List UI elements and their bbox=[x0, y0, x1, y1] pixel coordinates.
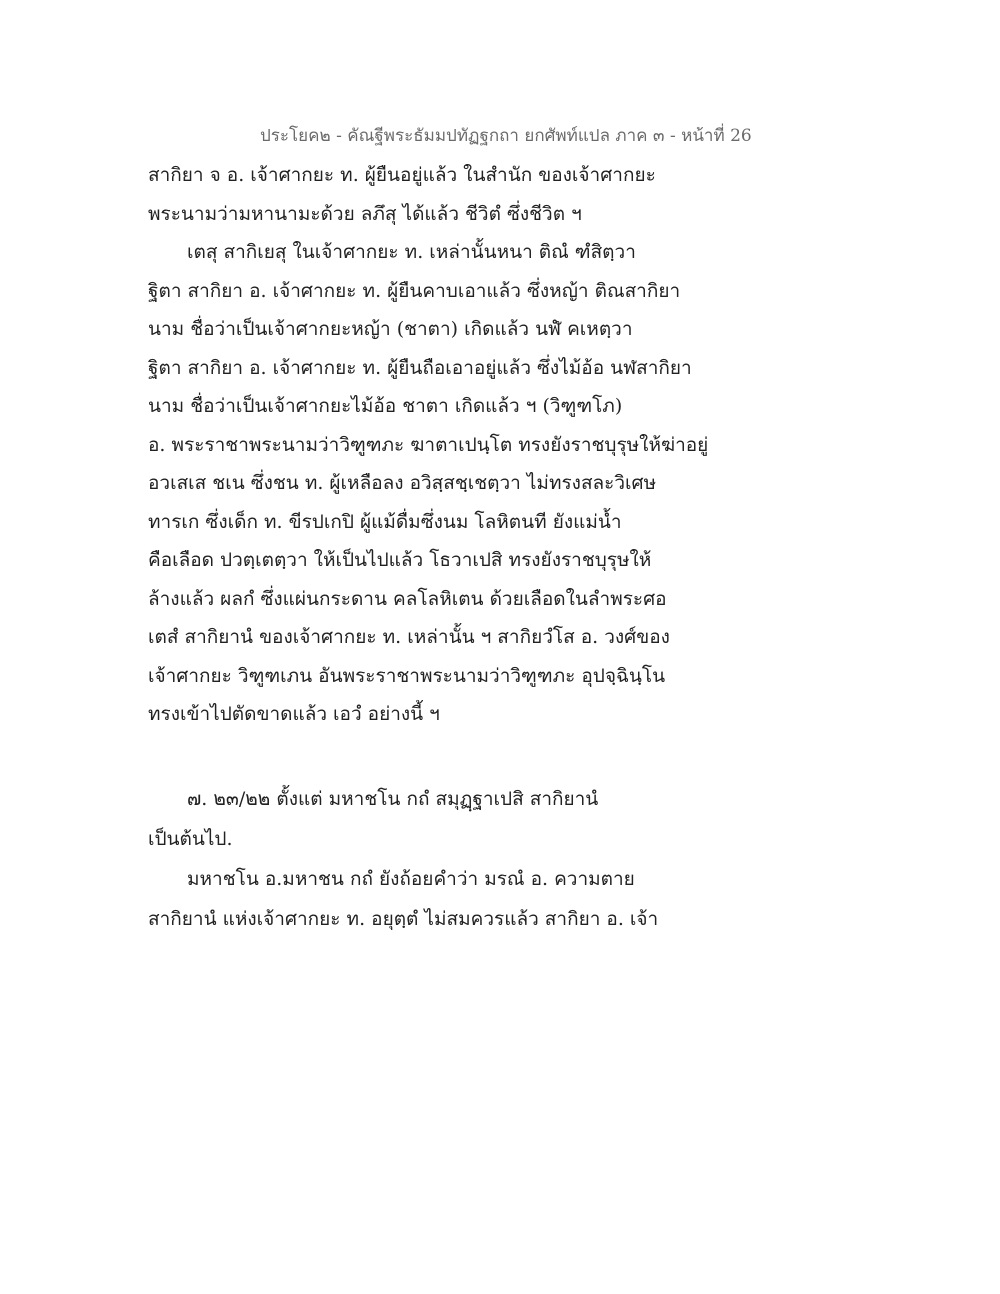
text-line: อวเสเส ชเน ซึ่งชน ท. ผู้เหลือลง อวิสฺสชฺเชตฺวา ไม่ทรงสละวิเศษ bbox=[148, 472, 657, 494]
running-header: ประโยค๒ - คัณฐีพระธัมมปทัฏฐกถา ยกศัพท์แปล ภาค ๓ - หน้าที่ 26 bbox=[260, 126, 752, 146]
text-line: ล้างแล้ว ผลกํ ซึ่งแผ่นกระดาน คลโลหิเตน ด้วยเลือดในลำพระศอ bbox=[148, 587, 667, 610]
text-line: นาม ชื่อว่าเป็นเจ้าศากยะไม้อ้อ ชาตา เกิดแล้ว ฯ (วิฑูฑโภ) bbox=[148, 395, 623, 417]
text-line: ทารเก ซึ่งเด็ก ท. ขีรปเกปิ ผู้แม้ดื่มซึ่งนม โลหิตนที ยังแม่น้ำ bbox=[148, 510, 622, 533]
section-heading: ๗. ๒๓/๒๒ ตั้งแต่ มหาชโน กถํ สมุฏฺฐาเปสิ สากิยานํ bbox=[187, 787, 599, 810]
text-line: คือเลือด ปวตฺเตตฺวา ให้เป็นไปแล้ว โธวาเปสิ ทรงยังราชบุรุษให้ bbox=[148, 549, 652, 571]
text-line: นาม ชื่อว่าเป็นเจ้าศากยะหญ้า (ชาตา) เกิดแล้ว นฬํ คเหตฺวา bbox=[148, 318, 633, 340]
body-text bbox=[148, 156, 768, 939]
text-line: เตสํ สากิยานํ ของเจ้าศากยะ ท. เหล่านั้น ฯ สากิยวํโส อ. วงศ์ของ bbox=[148, 626, 670, 648]
text-line: ฐิตา สากิยา อ. เจ้าศากยะ ท. ผู้ยืนคาบเอาแล้ว ซึ่งหญ้า ติณสากิยา bbox=[148, 279, 681, 302]
text-line: เจ้าศากยะ วิฑูฑเภน อันพระราชาพระนามว่าวิฑูฑภะ อุปจฺฉินฺโน bbox=[148, 664, 666, 687]
paragraph-gap bbox=[148, 734, 768, 779]
text-line: พระนามว่ามหานามะด้วย ลภึสุ ได้แล้ว ชีวิตํ ซึ่งชีวิต ฯ bbox=[148, 202, 582, 225]
text-line: เป็นต้นไป. bbox=[148, 827, 233, 850]
text-line: อ. พระราชาพระนามว่าวิฑูฑภะ ฆาตาเปนฺโต ทรงยังราชบุรุษให้ฆ่าอยู่ bbox=[148, 433, 709, 456]
text-line: ฐิตา สากิยา อ. เจ้าศากยะ ท. ผู้ยืนถือเอาอยู่แล้ว ซึ่งไม้อ้อ นฬสากิยา bbox=[148, 356, 692, 379]
text-line: สากิยานํ แห่งเจ้าศากยะ ท. อยุตฺตํ ไม่สมควรแล้ว สากิยา อ. เจ้า bbox=[148, 907, 659, 930]
text-line: สากิยา จ อ. เจ้าศากยะ ท. ผู้ยืนอยู่แล้ว ในสำนัก ของเจ้าศากยะ bbox=[148, 164, 656, 186]
text-line: ทรงเข้าไปตัดขาดแล้ว เอวํ อย่างนี้ ฯ bbox=[148, 703, 440, 725]
text-line-indented: เตสุ สากิเยสุ ในเจ้าศากยะ ท. เหล่านั้นหนา ติณํ ฑํสิตฺวา bbox=[187, 241, 636, 263]
text-line-indented: มหาชโน อ.มหาชน กถํ ยังถ้อยคำว่า มรณํ อ. ความตาย bbox=[187, 867, 635, 890]
